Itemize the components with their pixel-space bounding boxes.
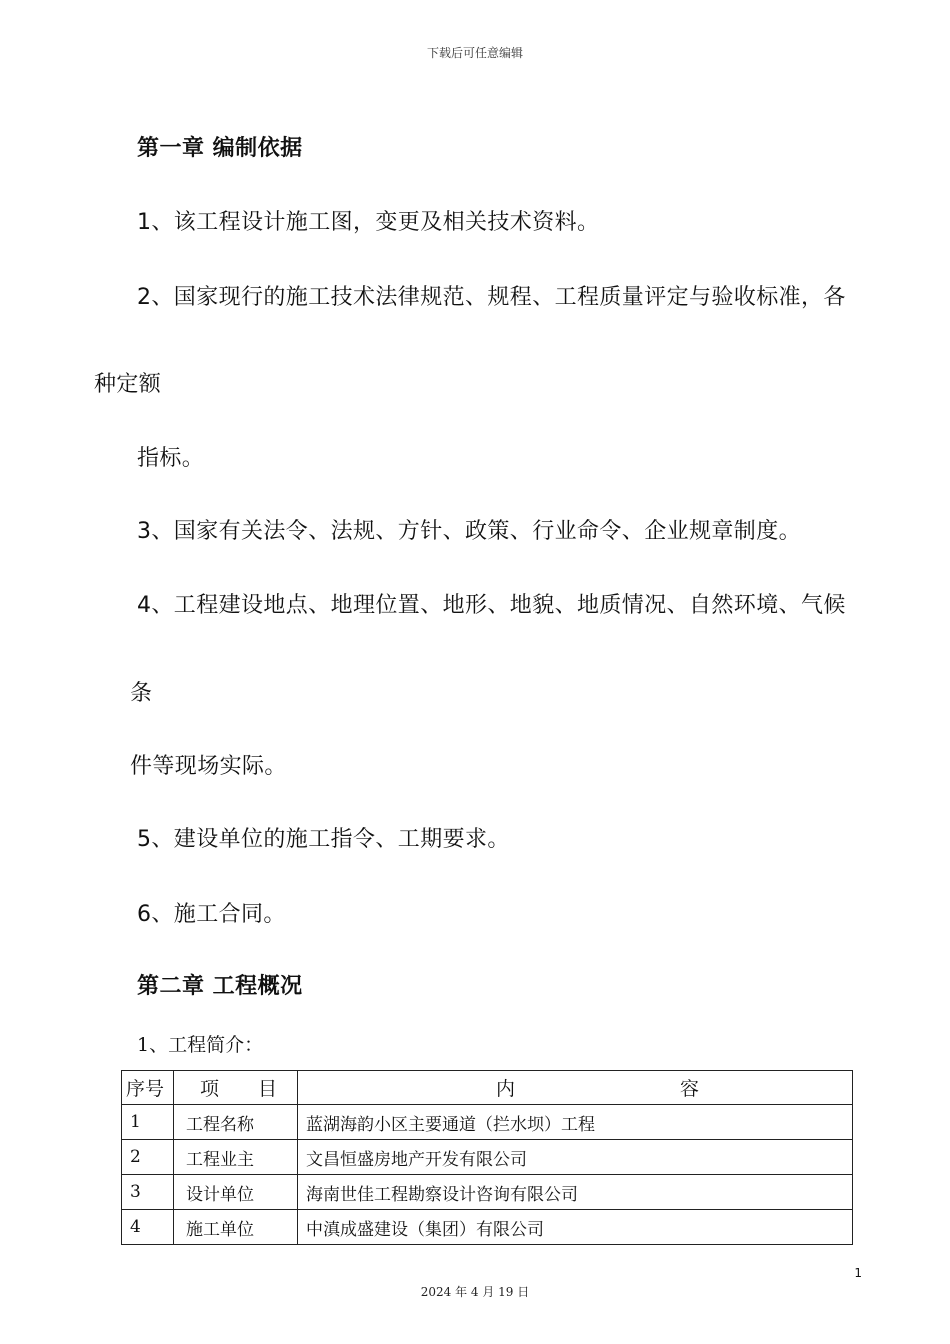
row-item: 设计单位	[174, 1175, 298, 1210]
basis-item-2-cont: 种定额	[94, 372, 162, 397]
basis-item-2: 2、国家现行的施工技术法律规范、规程、工程质量评定与验收标准，各	[137, 285, 846, 310]
page-number: 1	[854, 1266, 862, 1280]
header-item	[174, 1071, 298, 1105]
table-row	[122, 1210, 853, 1245]
basis-item-6: 6、施工合同。	[137, 902, 286, 927]
table-header-row	[122, 1071, 853, 1105]
header-content	[298, 1071, 853, 1105]
header-no: 序号	[122, 1071, 174, 1105]
row-item: 工程业主	[174, 1140, 298, 1175]
project-intro-heading: 1、工程简介：	[137, 1034, 264, 1056]
row-content: 海南世佳工程勘察设计咨询有限公司	[298, 1175, 853, 1210]
row-no: 3	[122, 1175, 174, 1210]
row-content: 蓝湖海韵小区主要通道（拦水坝）工程	[298, 1105, 853, 1140]
row-content: 文昌恒盛房地产开发有限公司	[298, 1140, 853, 1175]
page-footer-date: 2024 年 4 月 19 日	[420, 1285, 530, 1299]
basis-item-5: 5、建设单位的施工指令、工期要求。	[137, 827, 510, 852]
row-content: 中滇成盛建设（集团）有限公司	[298, 1210, 853, 1245]
table-row	[122, 1105, 853, 1140]
basis-item-4-cont2: 件等现场实际。	[130, 754, 287, 779]
basis-item-4-cont: 条	[130, 681, 153, 706]
table-row	[122, 1140, 853, 1175]
basis-item-3: 3、国家有关法令、法规、方针、政策、行业命令、企业规章制度。	[137, 519, 801, 544]
header-item-char-2: 目	[257, 1078, 277, 1100]
row-no: 1	[122, 1105, 174, 1140]
page-header: 下载后可任意编辑	[426, 46, 523, 60]
row-no: 4	[122, 1210, 174, 1245]
basis-item-4: 4、工程建设地点、地理位置、地形、地貌、地质情况、自然环境、气候	[137, 593, 846, 618]
chapter-2-title: 第二章 工程概况	[137, 974, 303, 999]
header-item-char-1: 项	[200, 1078, 220, 1100]
row-item: 工程名称	[174, 1105, 298, 1140]
header-content-char-2: 容	[679, 1078, 699, 1100]
row-item: 施工单位	[174, 1210, 298, 1245]
chapter-1-title: 第一章 编制依据	[137, 136, 303, 161]
basis-item-2-cont2: 指标。	[137, 446, 205, 471]
header-content-char-1: 内	[496, 1078, 516, 1100]
row-no: 2	[122, 1140, 174, 1175]
basis-item-1: 1、该工程设计施工图，变更及相关技术资料。	[137, 210, 600, 235]
project-info-table	[121, 1070, 853, 1245]
table-row	[122, 1175, 853, 1210]
